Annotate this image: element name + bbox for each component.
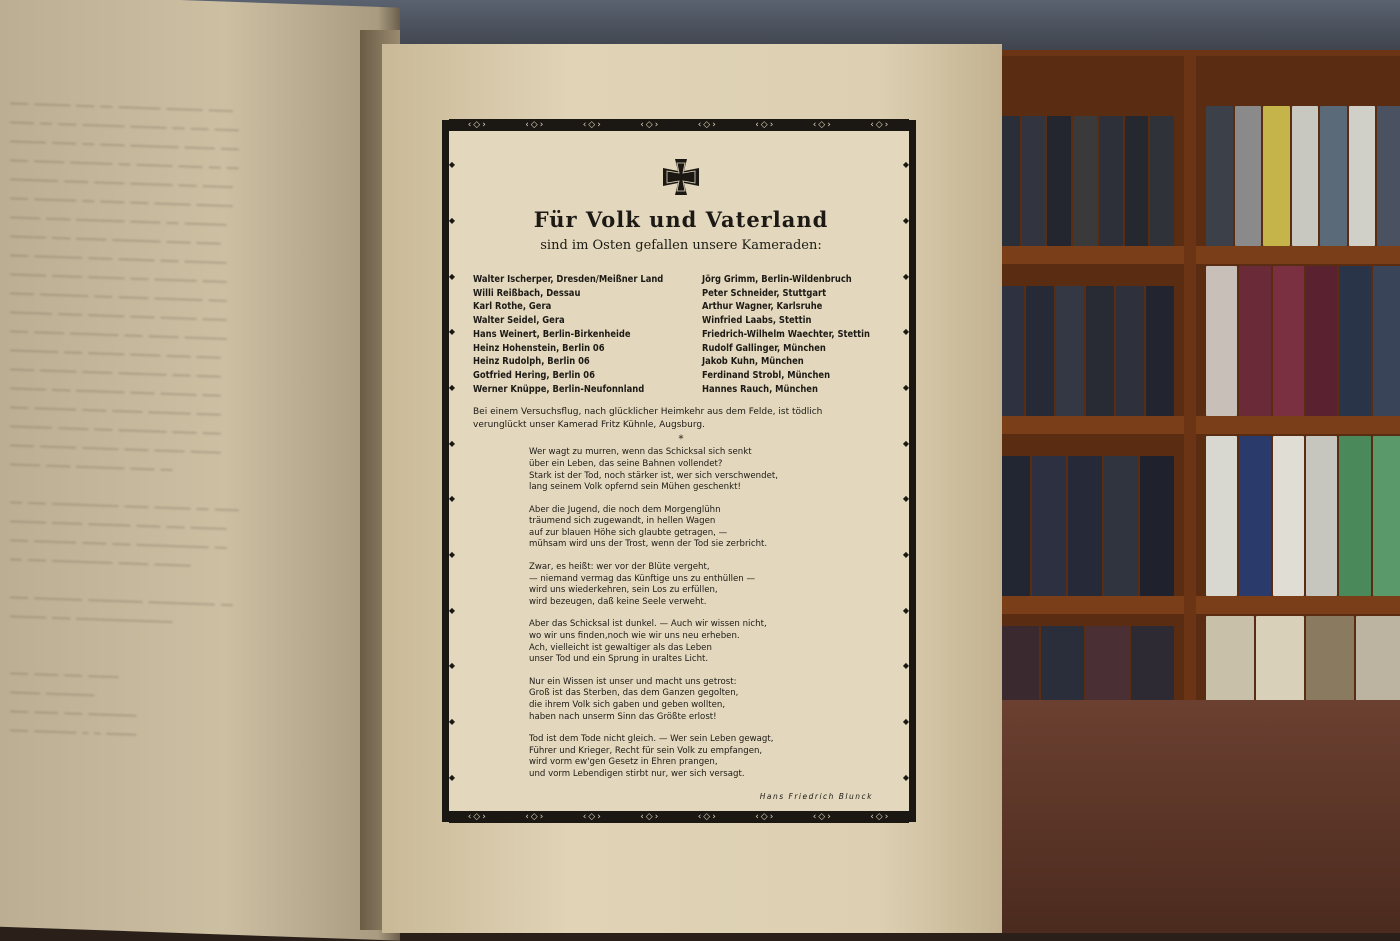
poem-stanza [529, 677, 889, 723]
memorial-frame [442, 120, 916, 822]
poem-line: Stark ist der Tod, noch stärker ist, wer sich verschwendet, [529, 470, 778, 481]
name-entry: Friedrich-Wilhelm Waechter, Stettin [702, 328, 870, 340]
poem-line: Wer wagt zu murren, wenn das Schicksal sich senkt [529, 447, 752, 458]
poem-line: über ein Leben, das seine Bahnen vollendet? [529, 458, 723, 469]
left-page-blurred-text: ‒‒‒ ‒‒‒‒‒‒ ‒‒‒ ‒‒ ‒‒‒‒‒‒‒ ‒‒‒‒‒‒ ‒‒‒‒ ‒‒‒‒ ‒‒ ‒‒‒ ‒‒‒‒‒‒‒ ‒‒‒‒‒‒ ‒‒ ‒‒‒ ‒‒‒‒ ‒‒‒‒‒‒ ‒‒‒‒ ‒‒ ‒‒‒‒ ‒‒‒‒‒‒‒‒ ‒‒‒‒‒ ‒‒‒ ‒‒‒ ‒‒‒‒‒ ‒‒‒‒‒‒‒ ‒‒ ‒‒‒‒‒‒ ‒‒‒‒ ‒‒ ‒‒ ‒‒‒‒‒‒‒‒ ‒‒‒‒ ‒‒‒‒‒ ‒‒‒‒‒‒‒ ‒‒‒ ‒‒‒‒‒ ‒‒‒ ‒‒‒‒‒‒‒ ‒‒ ‒‒‒‒ ‒‒‒ ‒‒‒‒‒‒ ‒‒‒‒‒‒ ‒‒‒‒‒ ‒‒‒‒ ‒‒‒‒‒‒‒‒ ‒‒‒‒‒ ‒‒ ‒‒‒‒‒‒‒ ‒‒‒‒‒‒ ‒‒‒ ‒‒‒‒‒ ‒‒‒‒‒‒‒‒ ‒‒‒‒ ‒‒‒‒ ‒‒‒ ‒‒‒‒‒‒‒‒ ‒‒‒‒ ‒‒‒‒‒‒ ‒‒‒ ‒‒‒‒‒‒‒ ‒‒‒‒‒‒ ‒‒‒‒‒ ‒‒‒‒‒‒ ‒‒‒ ‒‒‒‒‒‒‒ ‒‒‒‒ ‒‒‒‒ ‒‒‒‒‒‒‒‒ ‒‒‒ ‒‒‒‒‒ ‒‒‒‒‒‒‒‒ ‒‒‒ ‒‒‒‒‒‒‒ ‒‒‒‒ ‒‒‒‒‒‒ ‒‒‒‒ ‒‒‒‒‒‒ ‒‒‒‒ ‒‒‒ ‒‒‒‒‒ ‒‒‒‒‒‒‒‒ ‒‒‒ ‒‒‒‒‒ ‒‒‒‒‒‒‒ ‒‒‒‒‒‒‒‒ ‒‒‒ ‒‒‒‒‒‒ ‒‒‒‒‒ ‒‒‒‒ ‒‒‒‒ ‒‒‒‒ ‒‒‒‒‒‒ ‒‒‒‒‒ ‒‒‒‒‒‒‒‒ ‒‒‒ ‒‒‒‒ ‒‒‒‒‒‒ ‒‒‒ ‒‒‒‒‒‒‒‒ ‒‒‒‒ ‒‒‒‒‒‒ ‒‒‒ ‒‒‒ ‒‒‒‒‒‒‒ ‒‒‒‒ ‒‒‒‒‒ ‒‒‒‒‒‒‒ ‒‒‒‒ ‒‒‒‒‒‒‒ ‒‒‒‒‒ ‒‒‒ ‒‒‒‒‒‒‒‒ ‒‒‒‒ ‒‒‒ ‒‒‒‒ ‒‒‒‒‒‒ ‒‒‒‒‒‒ ‒‒‒‒ ‒‒‒‒‒ ‒‒‒‒‒ ‒‒‒‒‒ ‒‒‒‒ ‒‒‒‒‒‒‒‒ ‒‒‒‒ ‒‒ ‒‒ ‒‒‒ ‒‒‒‒‒‒‒‒‒‒‒ ‒‒‒‒ ‒‒‒‒‒‒ ‒‒ ‒‒‒‒ ‒‒‒‒‒‒ ‒‒‒‒‒ ‒‒‒‒‒‒‒ ‒‒‒‒ ‒‒‒ ‒‒‒‒‒‒ ‒‒‒ ‒‒‒‒‒‒‒ ‒‒‒‒ ‒‒‒ ‒‒‒‒‒‒‒‒‒‒‒‒ ‒‒ ‒‒ ‒‒‒ ‒‒‒‒‒‒‒‒‒‒ ‒‒‒‒‒ ‒‒‒‒‒‒ ‒‒‒ ‒‒‒‒‒‒‒‒ ‒‒‒‒‒‒‒‒‒ ‒‒‒‒‒‒‒‒‒‒‒ ‒‒ ‒‒‒‒‒‒ ‒‒‒ ‒‒‒‒‒‒‒‒‒‒‒‒‒‒‒‒ ‒‒‒ ‒‒‒‒ ‒‒‒ ‒‒‒‒‒ ‒‒‒‒‒ ‒‒‒‒‒‒‒‒ ‒‒‒ ‒‒‒‒ ‒‒‒ ‒‒‒‒‒‒‒‒ ‒‒‒ ‒‒‒‒‒‒‒ ‒ ‒ ‒‒‒‒‒ [10, 98, 239, 741]
frame-border-top: ‹◇› ‹◇› ‹◇› ‹◇› ‹◇› ‹◇› ‹◇› ‹◇› [449, 119, 909, 131]
name-entry: Heinz Rudolph, Berlin 06 [473, 356, 590, 368]
poem-line: Nur ein Wissen ist unser und macht uns getrost: [529, 676, 737, 687]
star-separator: * [678, 434, 684, 446]
accident-note [473, 406, 889, 432]
poem-line: wo wir uns finden,noch wie wir uns neu erheben. [529, 631, 740, 642]
poem-line: mühsam wird uns der Trost, wenn der Tod sie zerbricht. [529, 539, 768, 550]
poem-line: Führer und Krieger, Recht für sein Volk zu empfangen, [529, 745, 763, 756]
poem-line: haben nach unserm Sinn das Größte erlost! [529, 711, 717, 722]
page-subtitle: sind im Osten gefallen unsere Kameraden: [540, 238, 822, 253]
poem-line: wird uns wiederkehren, sein Los zu erfüllen, [529, 585, 718, 596]
page-title: Für Volk und Vaterland [533, 207, 829, 232]
frame-border-left: ◆ ◆ ◆ ◆ ◆ ◆ ◆ ◆ ◆ ◆ ◆ ◆ [448, 160, 456, 782]
name-entry: Werner Knüppe, Berlin-Neufonnland [473, 383, 645, 395]
bookshelf-right [1190, 50, 1400, 740]
name-entry: Walter Ischerper, Dresden/Meißner Land [473, 274, 664, 285]
poem-line: lang seinem Volk opfernd sein Mühen geschenkt! [529, 482, 741, 493]
poem-line: unser Tod und ein Sprung in uraltes Licht. [529, 654, 709, 665]
accident-note-line: Bei einem Versuchsflug, nach glücklicher Heimkehr aus dem Felde, ist tödlich [473, 407, 823, 418]
frame-border-bottom: ‹◇› ‹◇› ‹◇› ‹◇› ‹◇› ‹◇› ‹◇› ‹◇› [449, 811, 909, 823]
wooden-table [980, 700, 1400, 933]
name-entry: Winfried Laabs, Stettin [702, 315, 812, 327]
left-page [0, 0, 400, 941]
poem-line: Groß ist das Sterben, das dem Ganzen gegolten, [529, 688, 739, 699]
names-column-left [473, 273, 676, 396]
right-page [382, 44, 1002, 933]
names-column-right [686, 273, 889, 396]
name-entry: Gotfried Hering, Berlin 06 [473, 369, 595, 381]
poem-line: auf zur blauen Höhe sich glaubte getragen, — [529, 527, 728, 538]
poem-stanza [529, 734, 889, 780]
bookshelf-left [980, 50, 1190, 740]
name-entry: Jakob Kuhn, München [702, 356, 804, 368]
poem-line: die ihrem Volk sich gaben und geben wollten, [529, 700, 726, 711]
poem [529, 447, 889, 780]
name-entry: Walter Seidel, Gera [473, 315, 565, 327]
poem-line: und vorm Lebendigen stirbt nur, wer sich versagt. [529, 768, 745, 779]
poem-line: Aber das Schicksal ist dunkel. — Auch wir wissen nicht, [529, 619, 767, 630]
diamond-ornament-icon: ‹◇› [467, 120, 488, 130]
poem-line: — niemand vermag das Künftige uns zu enthüllen — [529, 573, 756, 584]
memorial-content [473, 157, 889, 801]
name-entry: Heinz Hohenstein, Berlin 06 [473, 342, 605, 354]
accident-note-line: verunglückt unser Kamerad Fritz Kühnle, Augsburg. [473, 420, 705, 431]
fallen-names-list [473, 273, 889, 396]
name-entry: Hans Weinert, Berlin-Birkenheide [473, 328, 631, 340]
poem-stanza [529, 619, 889, 665]
poem-author: Hans Friedrich Blunck [759, 791, 873, 801]
name-entry: Arthur Wagner, Karlsruhe [702, 301, 823, 313]
poem-line: Ach, vielleicht ist gewaltiger als das Leben [529, 642, 712, 653]
iron-cross-icon [661, 157, 701, 197]
name-entry: Karl Rothe, Gera [473, 301, 552, 313]
poem-line: Tod ist dem Tode nicht gleich. — Wer sein Leben gewagt, [529, 734, 774, 745]
poem-line: träumend sich zugewandt, in hellen Wagen [529, 516, 716, 527]
frame-border-right: ◆ ◆ ◆ ◆ ◆ ◆ ◆ ◆ ◆ ◆ ◆ ◆ [902, 160, 910, 782]
poem-stanza [529, 562, 889, 608]
name-entry: Willi Reißbach, Dessau [473, 287, 581, 299]
name-entry: Rudolf Gallinger, München [702, 342, 826, 354]
name-entry: Peter Schneider, Stuttgart [702, 287, 827, 299]
name-entry: Hannes Rauch, München [702, 383, 818, 395]
poem-line: wird bezeugen, daß keine Seele verweht. [529, 596, 707, 607]
name-entry: Jörg Grimm, Berlin-Wildenbruch [702, 274, 852, 285]
name-entry: Ferdinand Strobl, München [702, 369, 831, 381]
poem-line: Zwar, es heißt: wer vor der Blüte vergeht, [529, 562, 710, 573]
poem-line: Aber die Jugend, die noch dem Morgenglühn [529, 504, 721, 515]
poem-line: wird vorm ew'gen Gesetz in Ehren prangen, [529, 757, 718, 768]
poem-stanza [529, 505, 889, 551]
poem-stanza [529, 447, 889, 493]
